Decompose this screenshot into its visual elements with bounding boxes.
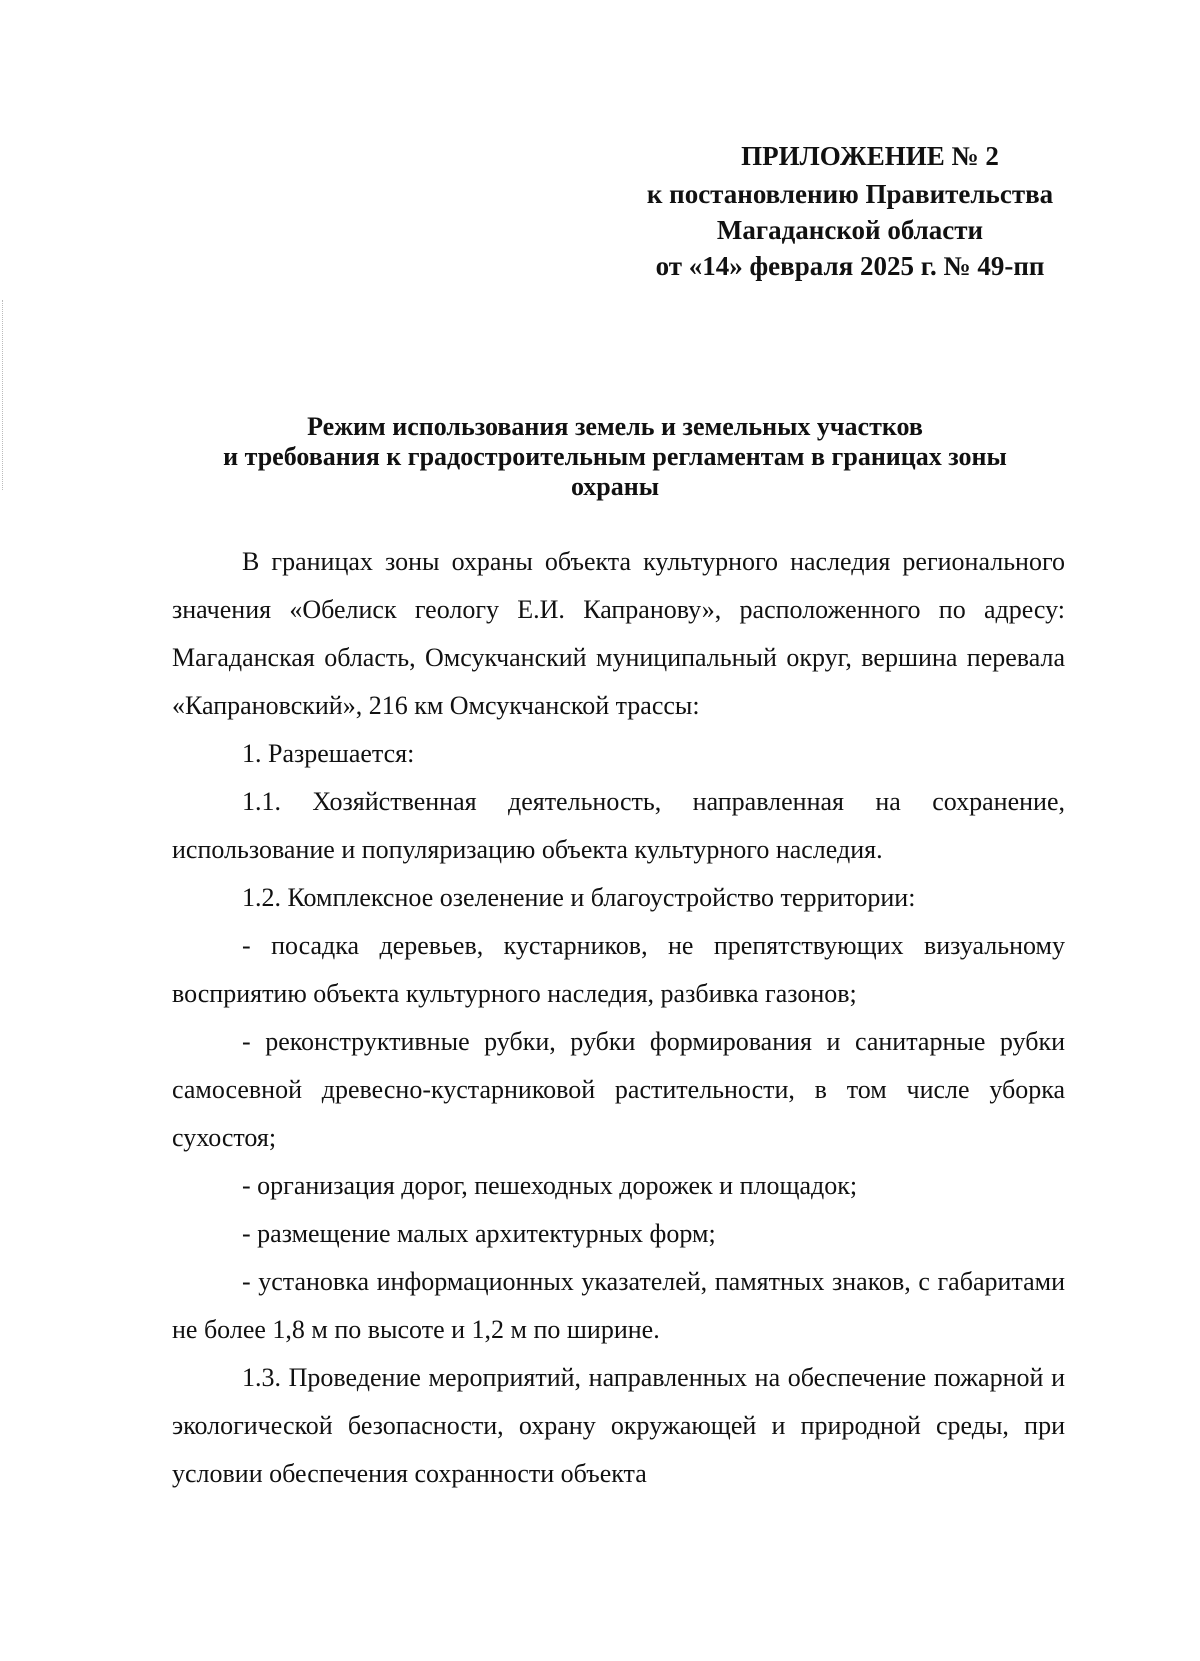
- bullet-planting: - посадка деревьев, кустарников, не препятствующих визуальному восприятию объекта культурного наследия, разбивка газонов;: [172, 931, 1065, 1008]
- bullet-small-forms: - размещение малых архитектурных форм;: [242, 1219, 716, 1248]
- document-body: [172, 538, 1065, 1498]
- item-1: 1. Разрешается:: [242, 739, 415, 768]
- appendix-header: [620, 138, 1080, 284]
- appendix-number: ПРИЛОЖЕНИЕ № 2: [741, 141, 999, 171]
- bullet-cutting: - реконструктивные рубки, рубки формирования и санитарные рубки самосевной древесно-кустарниковой растительности, в том числе уборка сухостоя;: [172, 1027, 1065, 1152]
- bullet-signs: - установка информационных указателей, памятных знаков, с габаритами не более 1,8 м по высоте и 1,2 м по ширине.: [172, 1267, 1065, 1344]
- appendix-resolution: к постановлению Правительства: [646, 179, 1054, 209]
- intro-paragraph: В границах зоны охраны объекта культурного наследия регионального значения «Обелиск геологу Е.И. Капранову», расположенного по адресу: Магаданская область, Омсукчанский муниципальный округ, вершина перевала «Капрановский», 216 км Омсукчанской трассы:: [172, 547, 1065, 720]
- appendix-date-number: от «14» февраля 2025 г. № 49-пп: [655, 251, 1045, 281]
- item-1-3: 1.3. Проведение мероприятий, направленных на обеспечение пожарной и экологической безопасности, охрану окружающей и природной среды, при условии обеспечения сохранности объекта: [172, 1363, 1065, 1488]
- document-title: [170, 412, 1060, 502]
- scan-margin-marks: [2, 300, 7, 490]
- title-line-1: Режим использования земель и земельных участков: [307, 412, 923, 441]
- item-1-2: 1.2. Комплексное озеленение и благоустройство территории:: [242, 883, 916, 912]
- bullet-roads: - организация дорог, пешеходных дорожек и площадок;: [242, 1171, 858, 1200]
- title-line-3: охраны: [570, 472, 660, 501]
- title-line-2: и требования к градостроительным регламентам в границах зоны: [223, 442, 1007, 471]
- item-1-1: 1.1. Хозяйственная деятельность, направленная на сохранение, использование и популяризацию объекта культурного наследия.: [172, 787, 1065, 864]
- appendix-region: Магаданской области: [716, 215, 984, 245]
